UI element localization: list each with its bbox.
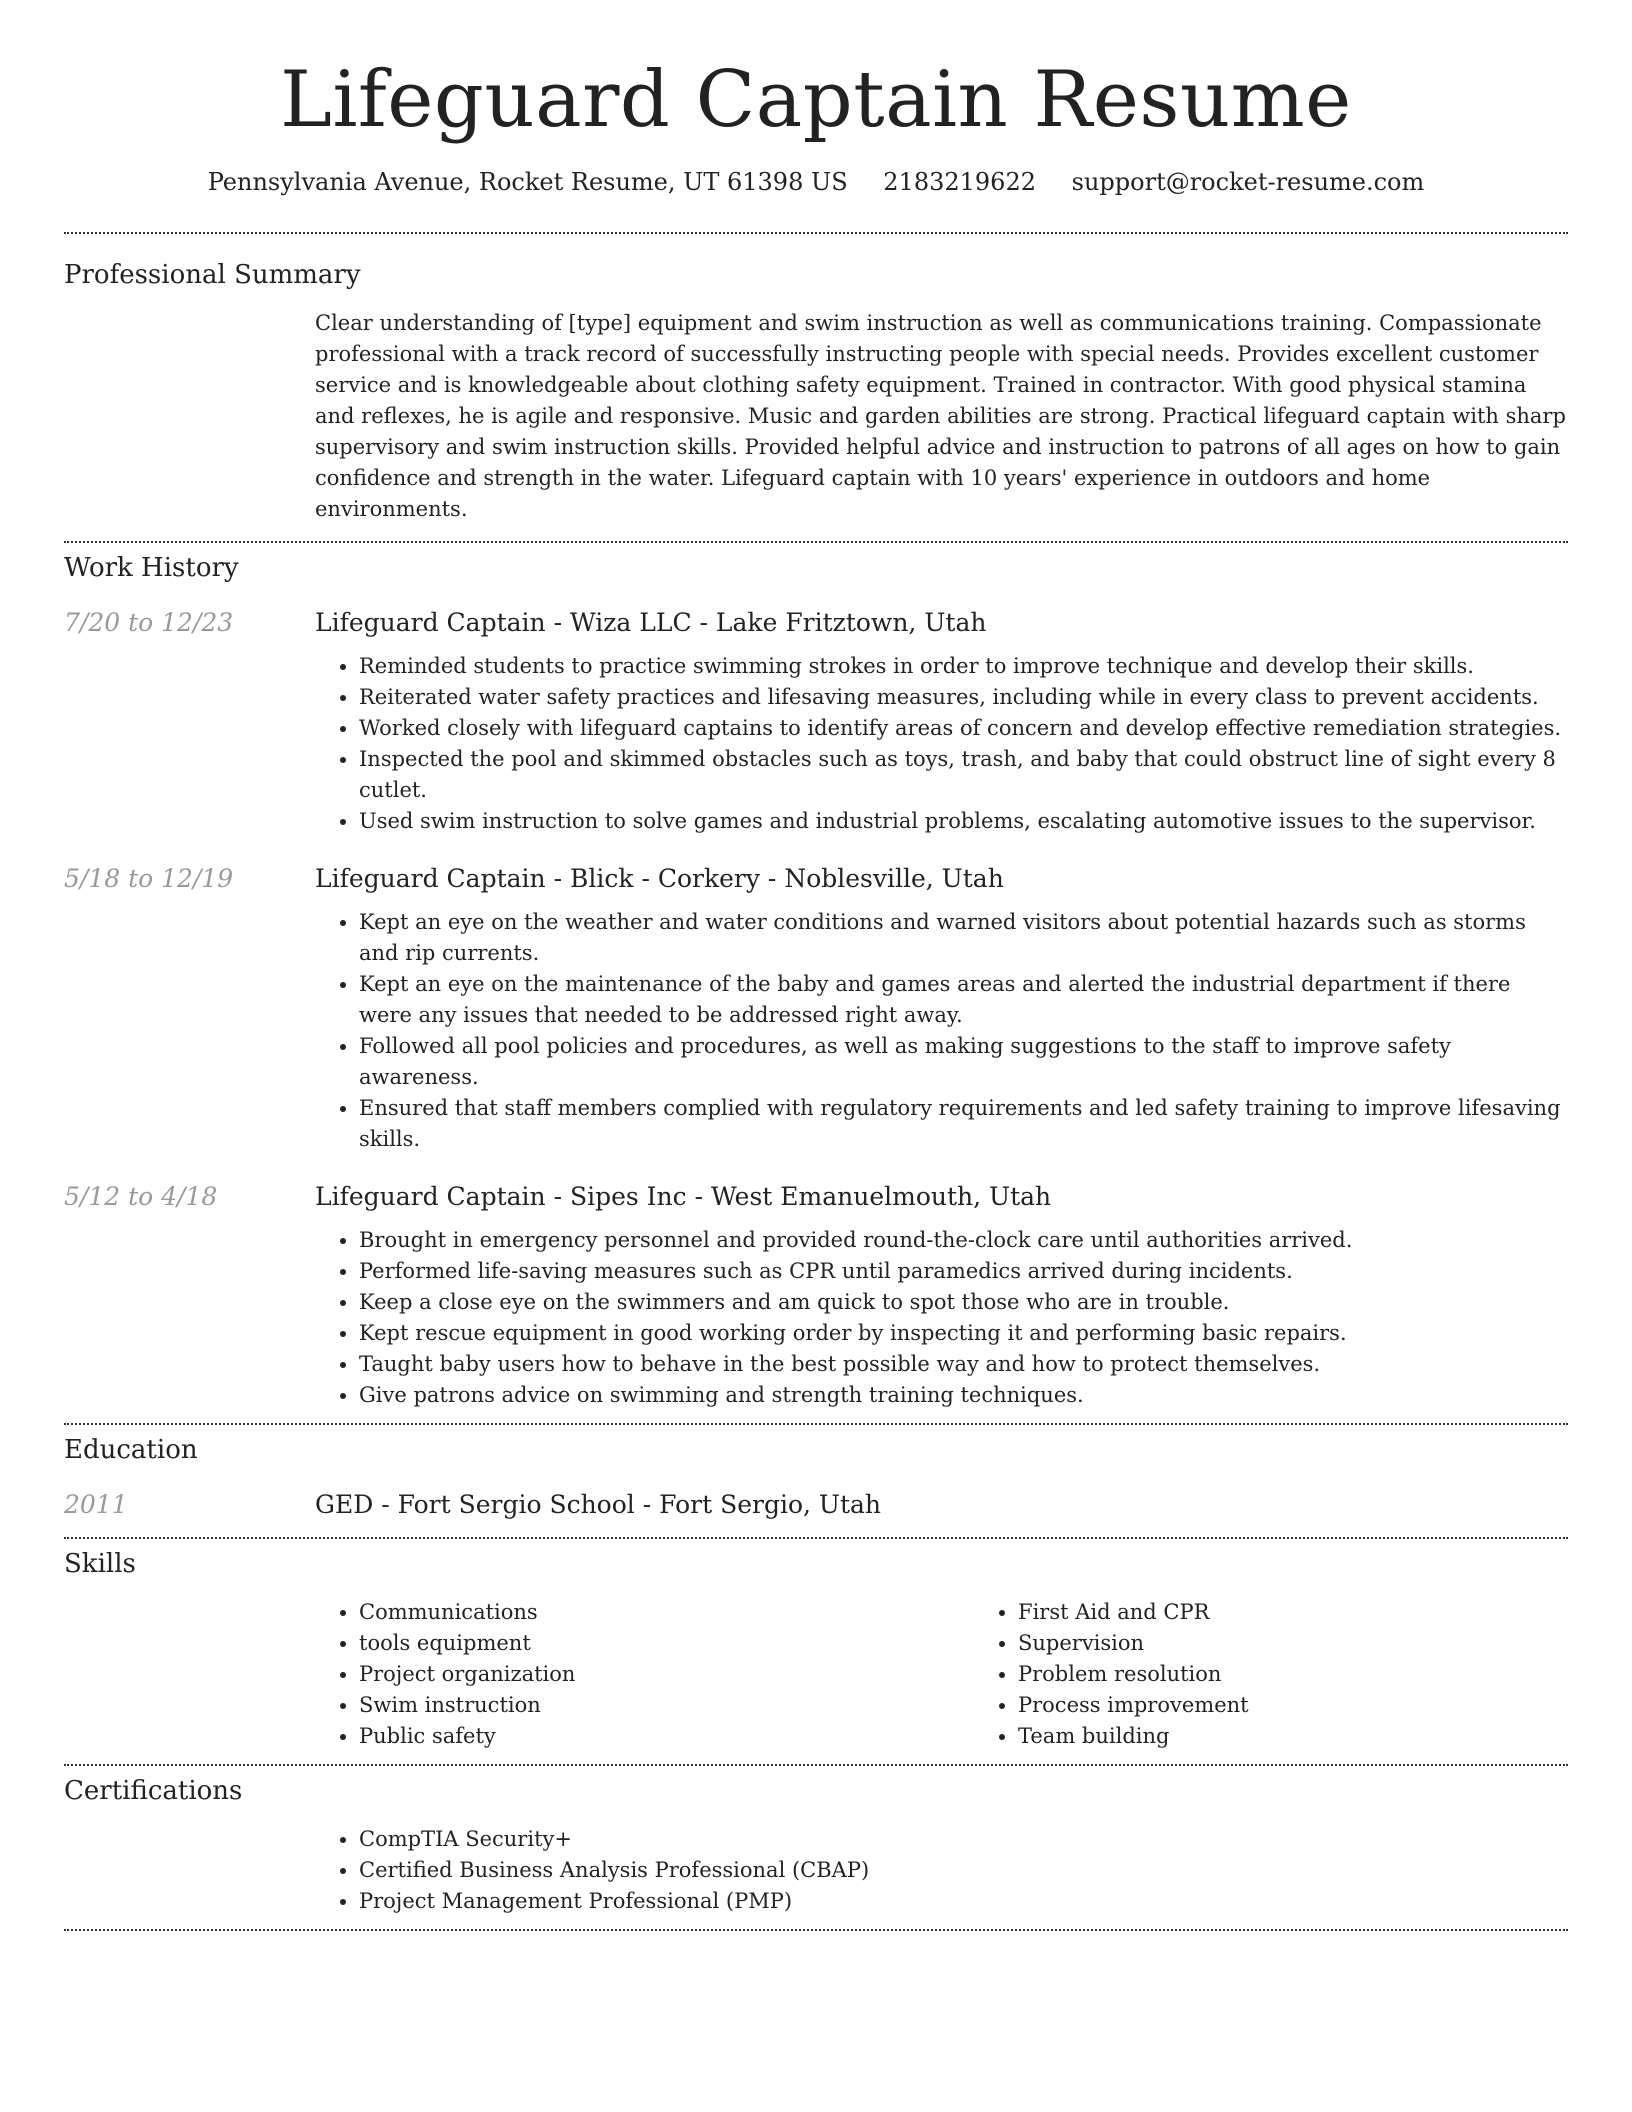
job-entry <box>64 861 1568 1155</box>
job-bullet: • Taught baby users how to behave in the best possible way and how to protect themselves. <box>359 1349 1568 1380</box>
certifications-section <box>64 1766 1568 1929</box>
work-heading: Work History <box>64 552 239 583</box>
job-title: Lifeguard Captain - Blick - Corkery - Noblesville, Utah <box>315 863 1004 893</box>
summary-text: Clear understanding of [type] equipment and swim instruction as well as communications training. Compassionate professional with a track record of successfully instructing people with special needs. Provides excellent customer service and is knowledgeable about clothing safety equipment. Trained in contractor. With good physical stamina and reflexes, he is agile and responsive. Music and garden abilities are strong. Practical lifeguard captain with sharp supervisory and swim instruction skills. Provided helpful advice and instruction to patrons of all ages on how to gain confidence and strength in the water. Lifeguard captain with 10 years' experience in outdoors and home environments. <box>315 310 1566 521</box>
job-bullet: • Brought in emergency personnel and provided round-the-clock care until authorities arrived. <box>359 1225 1568 1256</box>
job-bullet: • Followed all pool policies and procedures, as well as making suggestions to the staff to improve safety awareness. <box>359 1031 1568 1093</box>
divider <box>64 1929 1568 1931</box>
job-body <box>315 1179 1568 1411</box>
summary-row <box>64 308 1568 541</box>
contact-line <box>64 168 1568 196</box>
skills-grid <box>315 1597 1632 1752</box>
skill-item: • tools equipment <box>359 1628 974 1659</box>
certifications-heading: Certifications <box>64 1775 243 1806</box>
job-dates: 5/12 to 4/18 <box>64 1181 218 1211</box>
skill-item: • Project organization <box>359 1659 974 1690</box>
education-entry <box>64 1487 1568 1537</box>
job-bullet: • Ensured that staff members complied with regulatory requirements and led safety training to improve lifesaving skills. <box>359 1093 1568 1155</box>
jobs-list <box>64 605 1568 1411</box>
job-bullet: • Kept rescue equipment in good working order by inspecting it and performing basic repairs. <box>359 1318 1568 1349</box>
job-bullets <box>315 651 1568 837</box>
job-entry <box>64 605 1568 837</box>
job-bullet: • Inspected the pool and skimmed obstacles such as toys, trash, and baby that could obstruct line of sight every 8 cutlet. <box>359 744 1568 806</box>
job-title: Lifeguard Captain - Sipes Inc - West Emanuelmouth, Utah <box>315 1181 1052 1211</box>
skill-item: • Supervision <box>1018 1628 1632 1659</box>
skill-item: • Public safety <box>359 1721 974 1752</box>
job-bullets <box>315 907 1568 1155</box>
education-body <box>315 1487 1568 1537</box>
job-dates: 7/20 to 12/23 <box>64 607 234 637</box>
job-body <box>315 605 1568 837</box>
resume-title: Lifeguard Captain Resume <box>280 55 1352 145</box>
contact-address: Pennsylvania Avenue, Rocket Resume, UT 61398 US <box>207 167 848 196</box>
summary-body <box>315 308 1568 541</box>
certifications-row <box>64 1824 1568 1917</box>
skills-list-right <box>974 1597 1632 1752</box>
certification-item: • Project Management Professional (PMP) <box>359 1886 1568 1917</box>
contact-email: support@rocket-resume.com <box>1071 167 1425 196</box>
job-bullet: • Keep a close eye on the swimmers and am quick to spot those who are in trouble. <box>359 1287 1568 1318</box>
summary-heading: Professional Summary <box>64 259 361 290</box>
education-section <box>64 1425 1568 1537</box>
skill-item: • Communications <box>359 1597 974 1628</box>
job-bullet: • Used swim instruction to solve games and industrial problems, escalating automotive issues to the supervisor. <box>359 806 1568 837</box>
job-bullet: • Reminded students to practice swimming strokes in order to improve technique and develop their skills. <box>359 651 1568 682</box>
job-bullet: • Reiterated water safety practices and lifesaving measures, including while in every class to prevent accidents. <box>359 682 1568 713</box>
certifications-body <box>315 1824 1568 1917</box>
certification-item: • Certified Business Analysis Professional (CBAP) <box>359 1855 1568 1886</box>
education-year: 2011 <box>64 1489 128 1519</box>
work-section <box>64 543 1568 1411</box>
contact-phone: 2183219622 <box>883 167 1036 196</box>
skills-section <box>64 1539 1568 1764</box>
skill-item: • Swim instruction <box>359 1690 974 1721</box>
job-bullet: • Kept an eye on the weather and water conditions and warned visitors about potential hazards such as storms and rip currents. <box>359 907 1568 969</box>
job-bullet: • Kept an eye on the maintenance of the baby and games areas and alerted the industrial department if there were any issues that needed to be addressed right away. <box>359 969 1568 1031</box>
job-title: Lifeguard Captain - Wiza LLC - Lake Fritztown, Utah <box>315 607 987 637</box>
skill-item: • Process improvement <box>1018 1690 1632 1721</box>
certifications-list <box>315 1824 1568 1917</box>
job-bullet: • Worked closely with lifeguard captains to identify areas of concern and develop effective remediation strategies. <box>359 713 1568 744</box>
skill-item: • Problem resolution <box>1018 1659 1632 1690</box>
skills-row <box>64 1597 1568 1752</box>
summary-section <box>64 234 1568 541</box>
education-title: GED - Fort Sergio School - Fort Sergio, Utah <box>315 1489 882 1519</box>
education-heading: Education <box>64 1434 198 1465</box>
job-bullet: • Performed life-saving measures such as CPR until paramedics arrived during incidents. <box>359 1256 1568 1287</box>
job-bullet: • Give patrons advice on swimming and strength training techniques. <box>359 1380 1568 1411</box>
job-body <box>315 861 1568 1155</box>
job-dates: 5/18 to 12/19 <box>64 863 234 893</box>
skills-list-left <box>315 1597 974 1752</box>
job-bullets <box>315 1225 1568 1411</box>
job-entry <box>64 1179 1568 1411</box>
skill-item: • First Aid and CPR <box>1018 1597 1632 1628</box>
skill-item: • Team building <box>1018 1721 1632 1752</box>
skills-heading: Skills <box>64 1548 136 1579</box>
certification-item: • CompTIA Security+ <box>359 1824 1568 1855</box>
